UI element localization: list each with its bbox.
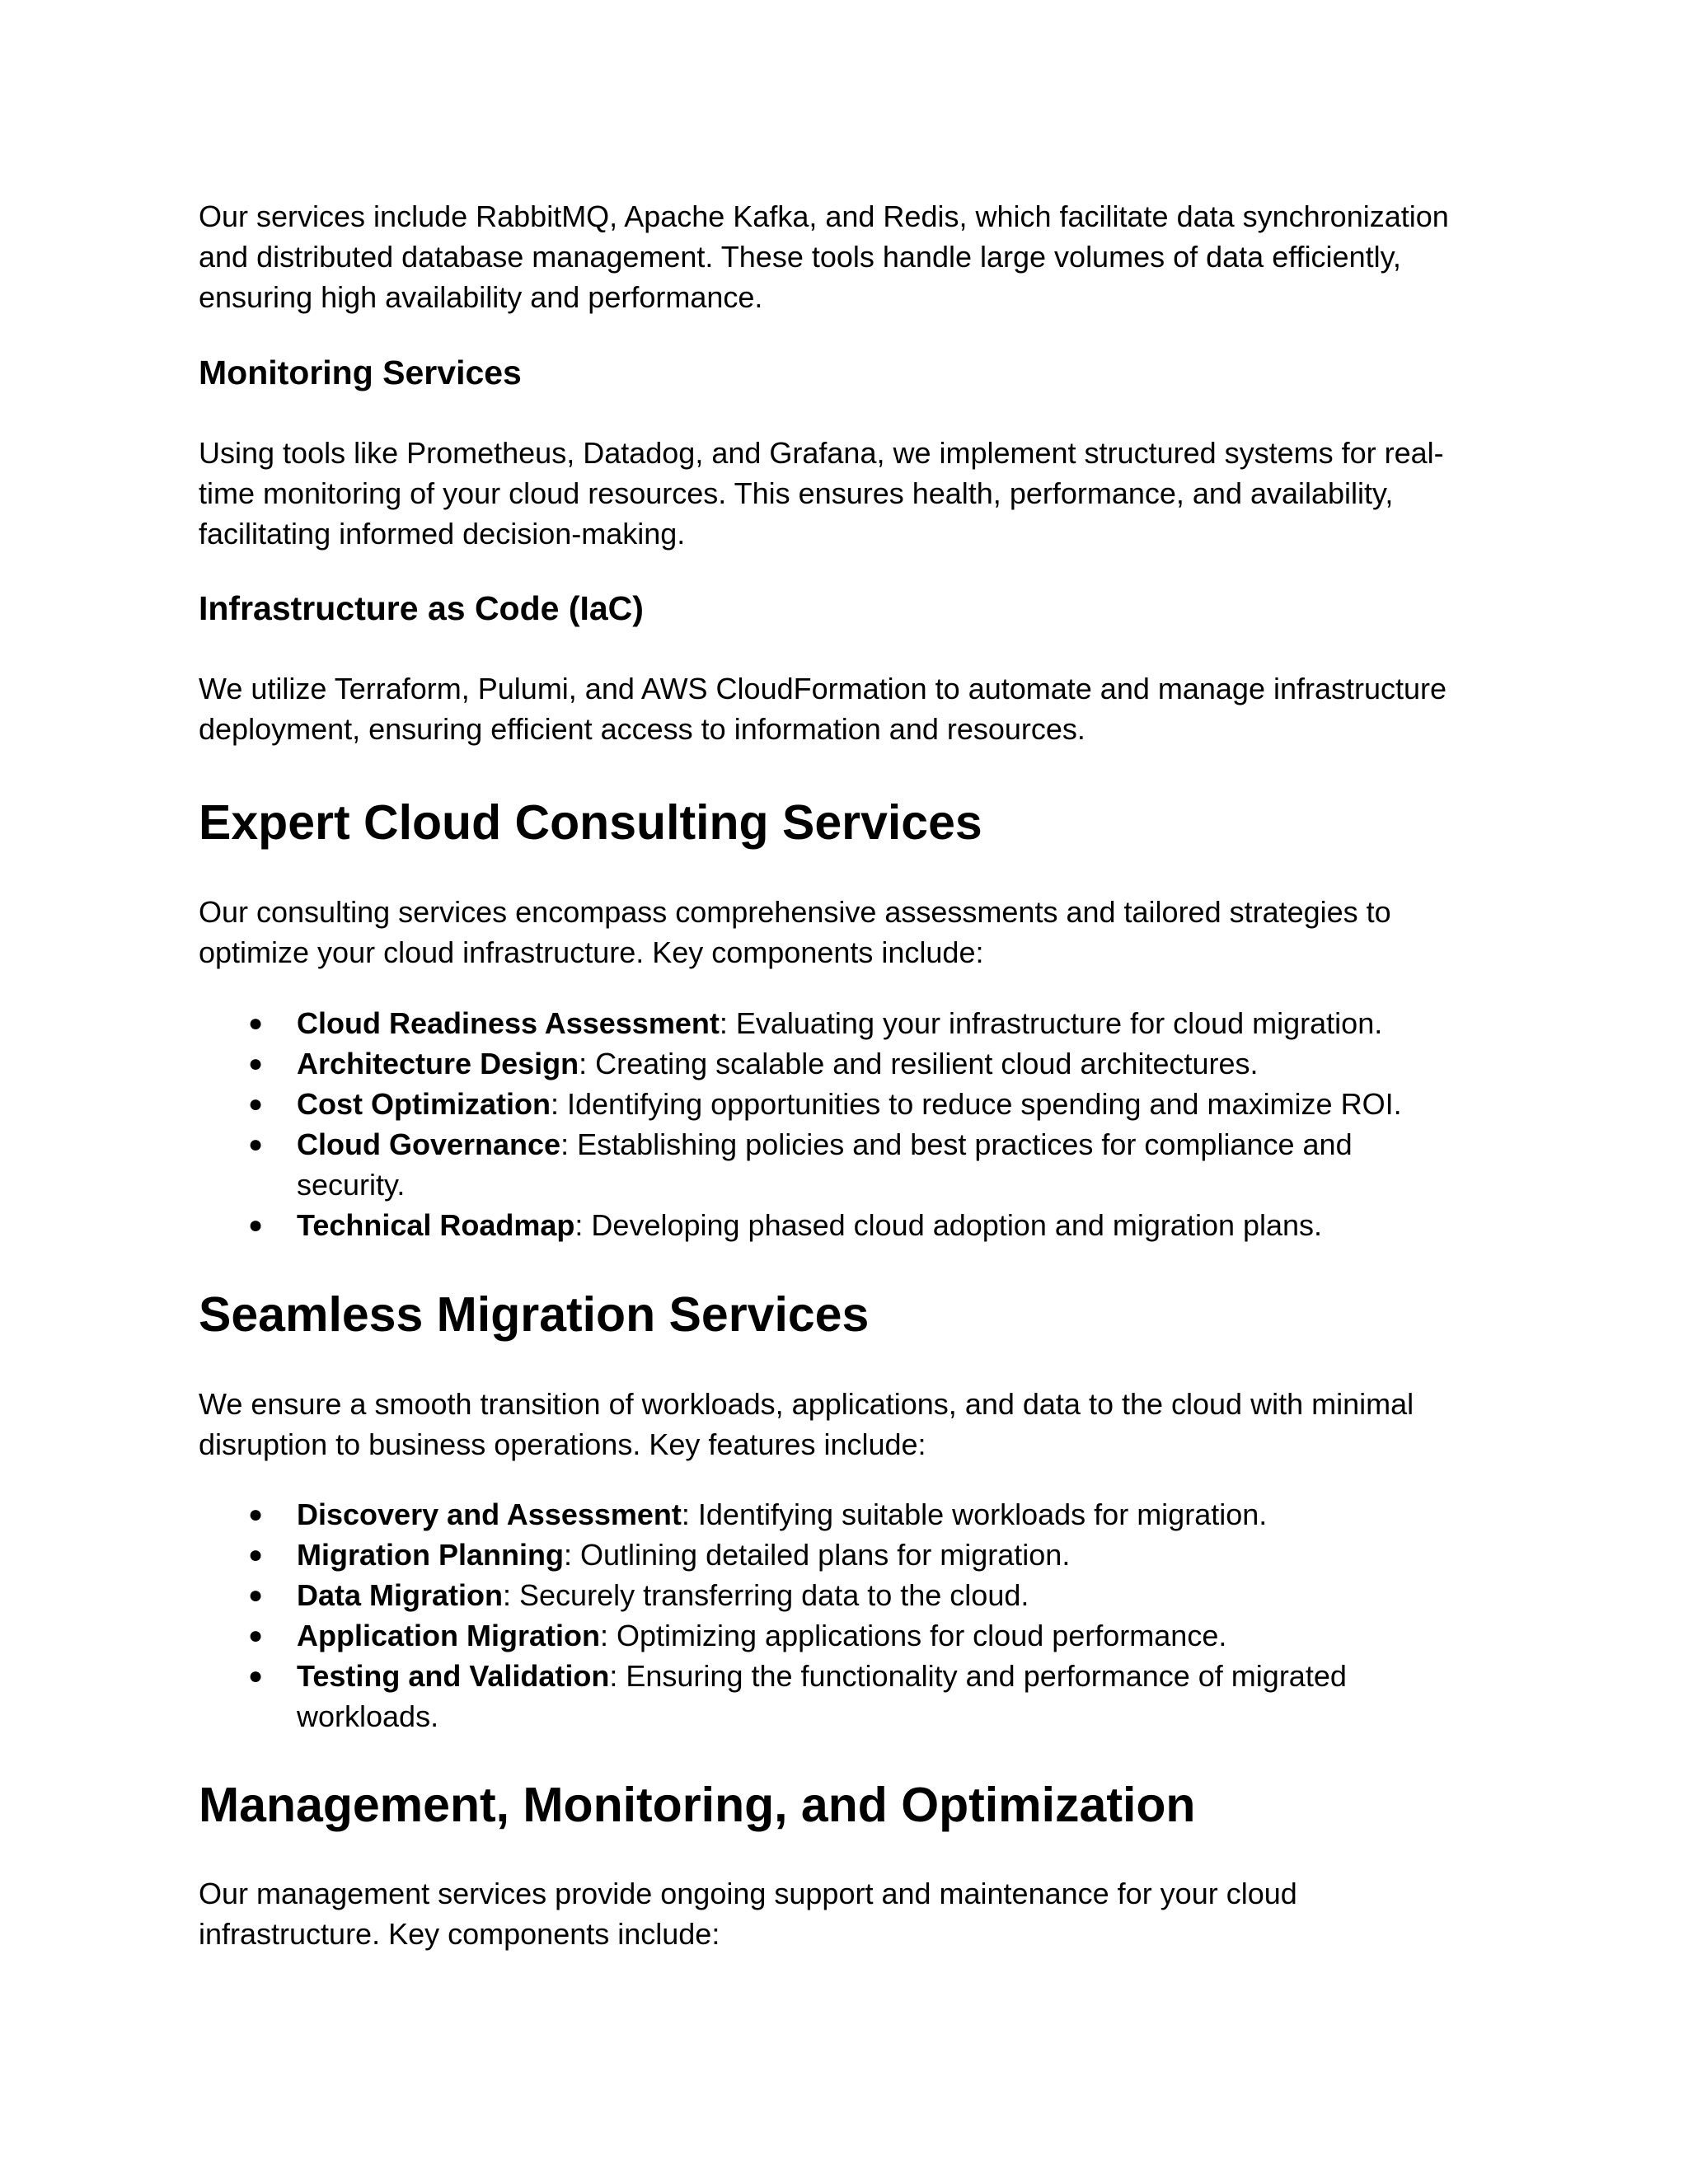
- item-term: Data Migration: [297, 1578, 504, 1612]
- item-term: Discovery and Assessment: [297, 1497, 682, 1531]
- list-item: [199, 1615, 1517, 1656]
- item-term: Cost Optimization: [297, 1087, 551, 1121]
- list-item: [199, 1003, 1517, 1043]
- item-description: : Securely transferring data to the cloud.: [503, 1578, 1029, 1612]
- bullet-icon: ●: [248, 1050, 264, 1077]
- list-item: [199, 1084, 1517, 1124]
- management-paragraph: Our management services provide ongoing support and maintenance for your cloud infrastructure. Key components include:: [199, 1877, 1297, 1951]
- list-item: [199, 1124, 1426, 1205]
- list-item: [199, 1205, 1517, 1245]
- migration-heading: Seamless Migration Services: [199, 1287, 870, 1342]
- item-description: : Identifying suitable workloads for migration.: [681, 1497, 1268, 1531]
- bullet-icon: ●: [248, 1212, 264, 1239]
- item-description: : Identifying opportunities to reduce spending and maximize ROI.: [551, 1087, 1402, 1121]
- item-description: : Ensuring the functionality and performance of migrated workloads.: [297, 1659, 1347, 1733]
- bullet-icon: ●: [248, 1622, 264, 1649]
- iac-heading: Infrastructure as Code (IaC): [199, 589, 644, 627]
- item-term: Application Migration: [297, 1619, 600, 1652]
- iac-paragraph: We utilize Terraform, Pulumi, and AWS CloudFormation to automate and manage infrastructure deployment, ensuring efficient access to information and resources.: [199, 672, 1447, 746]
- item-term: Architecture Design: [297, 1047, 579, 1080]
- migration-paragraph: We ensure a smooth transition of workloads, applications, and data to the cloud with minimal disruption to business operations. Key features include:: [199, 1387, 1414, 1461]
- monitoring-services-heading: Monitoring Services: [199, 354, 522, 391]
- item-description: : Evaluating your infrastructure for cloud migration.: [719, 1006, 1383, 1040]
- intro-paragraph: Our services include RabbitMQ, Apache Kafka, and Redis, which facilitate data synchronization and distributed database management. These tools handle large volumes of data efficiently, ensuring high availability and performance.: [199, 199, 1449, 314]
- bullet-icon: ●: [248, 1662, 264, 1690]
- item-term: Testing and Validation: [297, 1659, 610, 1693]
- migration-list: [199, 1494, 1517, 1736]
- item-term: Cloud Readiness Assessment: [297, 1006, 720, 1040]
- bullet-icon: ●: [248, 1010, 264, 1037]
- item-description: : Creating scalable and resilient cloud architectures.: [579, 1047, 1259, 1080]
- item-term: Technical Roadmap: [297, 1208, 575, 1242]
- item-description: : Developing phased cloud adoption and migration plans.: [574, 1208, 1323, 1242]
- list-item: [199, 1575, 1517, 1615]
- management-heading: Management, Monitoring, and Optimization: [199, 1778, 1196, 1832]
- consulting-list: [199, 1003, 1517, 1245]
- bullet-icon: ●: [248, 1541, 264, 1568]
- list-item: [199, 1535, 1517, 1575]
- list-item: [199, 1043, 1517, 1084]
- bullet-icon: ●: [248, 1501, 264, 1528]
- list-item: [199, 1494, 1517, 1535]
- item-description: : Establishing policies and best practices for compliance and security.: [297, 1127, 1353, 1202]
- bullet-icon: ●: [248, 1582, 264, 1609]
- bullet-icon: ●: [248, 1131, 264, 1158]
- bullet-icon: ●: [248, 1090, 264, 1118]
- item-term: Migration Planning: [297, 1538, 564, 1572]
- item-description: : Optimizing applications for cloud performance.: [599, 1619, 1227, 1652]
- item-description: : Outlining detailed plans for migration.: [563, 1538, 1071, 1572]
- monitoring-services-paragraph: Using tools like Prometheus, Datadog, and Grafana, we implement structured systems for real-time monitoring of your cloud resources. This ensures health, performance, and availability, facilitating informed decision-making.: [199, 436, 1444, 551]
- list-item: [199, 1656, 1426, 1736]
- consulting-paragraph: Our consulting services encompass comprehensive assessments and tailored strategies to optimize your cloud infrastructure. Key components include:: [199, 895, 1391, 969]
- item-term: Cloud Governance: [297, 1127, 561, 1161]
- consulting-heading: Expert Cloud Consulting Services: [199, 795, 982, 850]
